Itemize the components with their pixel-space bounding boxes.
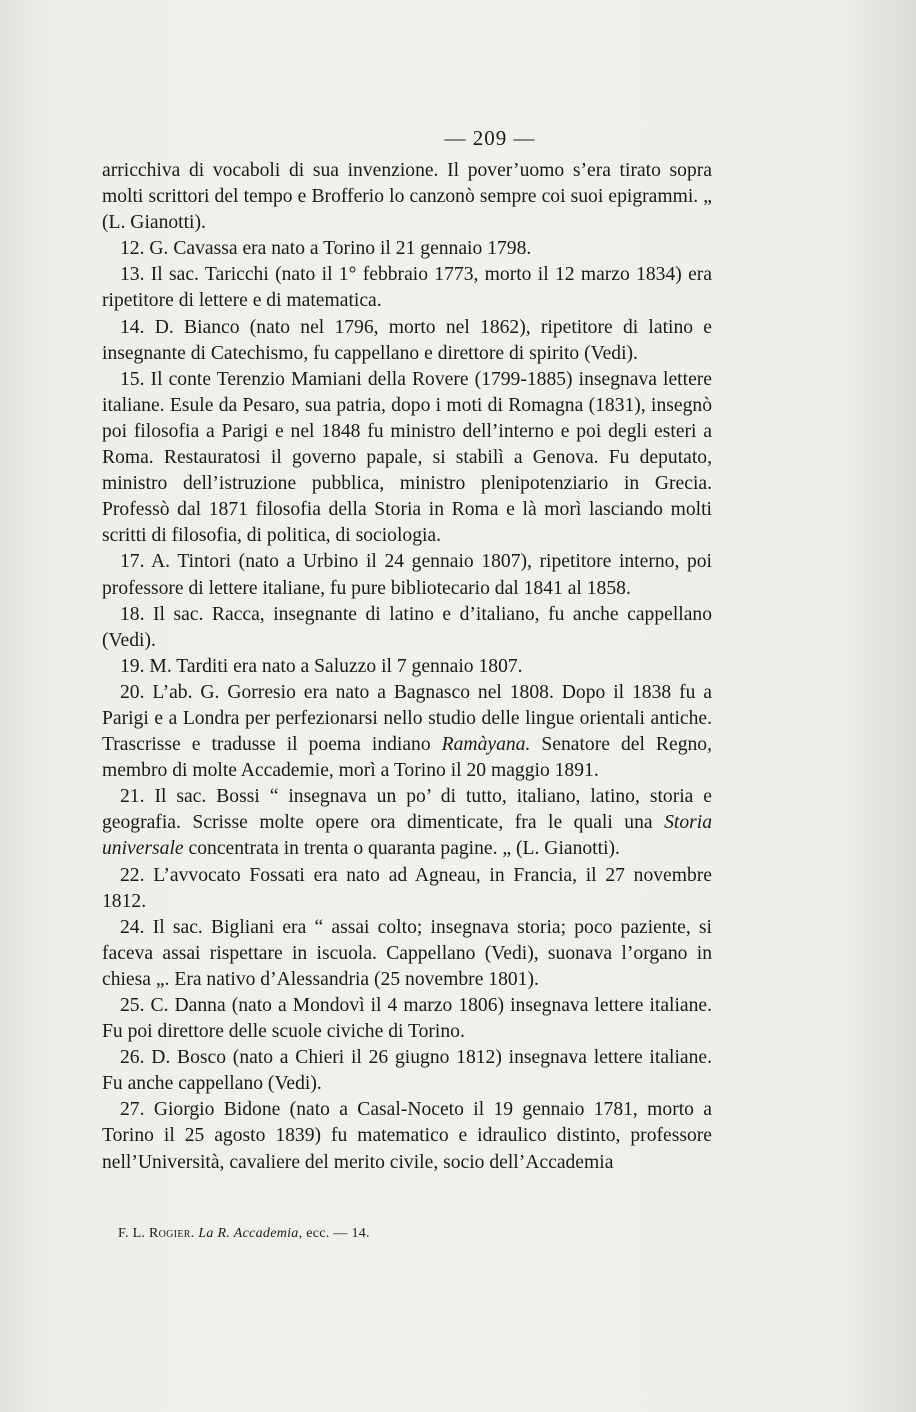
note-paragraph (102, 236, 712, 262)
footer-title: La R. Accademia, (198, 1226, 303, 1241)
text-run: concentrata in trenta o quaranta pagine. „ (L. Gianotti). (183, 838, 620, 860)
text-run: arricchiva di vocaboli di sua invenzione. Il pover’uomo s’era tirato sopra molti scrittori del tempo e Brofferio lo canzonò sempre coi suoi epigrammi. „ (L. Gianotti). (102, 160, 712, 234)
text-run: 25. C. Danna (nato a Mondovì il 4 marzo 1806) insegnava lettere italiane. Fu poi direttore delle scuole civiche di Torino. (102, 995, 712, 1043)
text-run: 26. D. Bosco (nato a Chieri il 26 giugno 1812) insegnava lettere italiane. Fu anche cappellano (Vedi). (102, 1047, 712, 1095)
italic-title: Storia universale (102, 812, 712, 860)
text-run: 17. A. Tintori (nato a Urbino il 24 gennaio 1807), ripetitore interno, poi professore di lettere italiane, fu pure bibliotecario dal 1841 al 1858. (102, 551, 712, 599)
note-paragraph (102, 367, 712, 550)
text-run: 18. Il sac. Racca, insegnante di latino e d’italiano, fu anche cappellano (Vedi). (102, 603, 712, 651)
note-paragraph (102, 262, 712, 314)
text-run: 15. Il conte Terenzio Mamiani della Rovere (1799-1885) insegnava lettere italiane. Esule da Pesaro, sua patria, dopo i moti di Romagna (1831), insegnò poi filosofia a Parigi e nel 1848 fu ministro dell’interno e poi degli esteri a Roma. Restauratosi il governo papale, si stabilì a Genova. Fu deputato, ministro dell’istruzione pubblica, ministro plenipotenziario in Grecia. Professò dal 1871 filosofia della Storia in Roma e là morì lasciando molti scritti di filosofia, di politica, di sociologia. (102, 368, 712, 547)
text-run: 20. L’ab. G. Gorresio era nato a Bagnasco nel 1808. Dopo il 1838 fu a Parigi e a Londra per perfezionarsi nello studio delle lingue orientali antiche. Trascrisse e tradusse il poema indiano (102, 681, 712, 756)
note-paragraph (102, 915, 712, 993)
text-run: 19. M. Tarditi era nato a Saluzzo il 7 gennaio 1807. (120, 655, 523, 677)
note-paragraph (102, 315, 712, 367)
text-run: 13. Il sac. Taricchi (nato il 1° febbraio 1773, morto il 12 marzo 1834) era ripetitore di lettere e di matematica. (102, 264, 712, 312)
text-run: Senatore del Regno, membro di molte Accademie, morì a Torino il 20 maggio 1891. (102, 734, 712, 782)
footer-rest: ecc. — 14. (306, 1226, 370, 1241)
paragraph-continuation (102, 158, 712, 236)
note-paragraph (102, 863, 712, 915)
note-paragraph (102, 1097, 712, 1175)
note-paragraph (102, 680, 712, 784)
text-run: 22. L’avvocato Fossati era nato ad Agneau, in Francia, il 27 novembre 1812. (102, 864, 712, 912)
note-paragraph (102, 654, 712, 680)
note-paragraph (102, 993, 712, 1045)
text-run: 24. Il sac. Bigliani era “ assai colto; insegnava storia; poco paziente, si faceva assai rispettare in iscuola. Cappellano (Vedi), suonava l’organo in chiesa „. Era nativo d’Alessandria (25 novembre 1801). (102, 916, 712, 990)
text-run: 21. Il sac. Bossi “ insegnava un po’ di tutto, italiano, latino, storia e geografia. Scrisse molte opere ora dimenticate, fra le quali una (102, 786, 712, 834)
text-run: 27. Giorgio Bidone (nato a Casal-Noceto il 19 gennaio 1781, morto a Torino il 25 agosto 1839) fu matematico e idraulico distinto, professore nell’Università, cavaliere del merito civile, socio dell’Accademia (102, 1099, 712, 1173)
footer-author: F. L. Rogier. (118, 1226, 195, 1241)
note-paragraph (102, 784, 712, 862)
note-paragraph (102, 1045, 712, 1097)
note-paragraph (102, 549, 712, 601)
text-run: 14. D. Bianco (nato nel 1796, morto nel 1862), ripetitore di latino e insegnante di Catechismo, fu cappellano e direttore di spirito (Vedi). (102, 316, 712, 364)
note-paragraph (102, 602, 712, 654)
body-text (102, 158, 712, 1176)
page-number: — 209 — (444, 126, 536, 150)
page-footer (118, 1226, 370, 1242)
text-run: 12. G. Cavassa era nato a Torino il 21 gennaio 1798. (120, 238, 532, 260)
italic-title: Ramàyana. (441, 734, 531, 756)
